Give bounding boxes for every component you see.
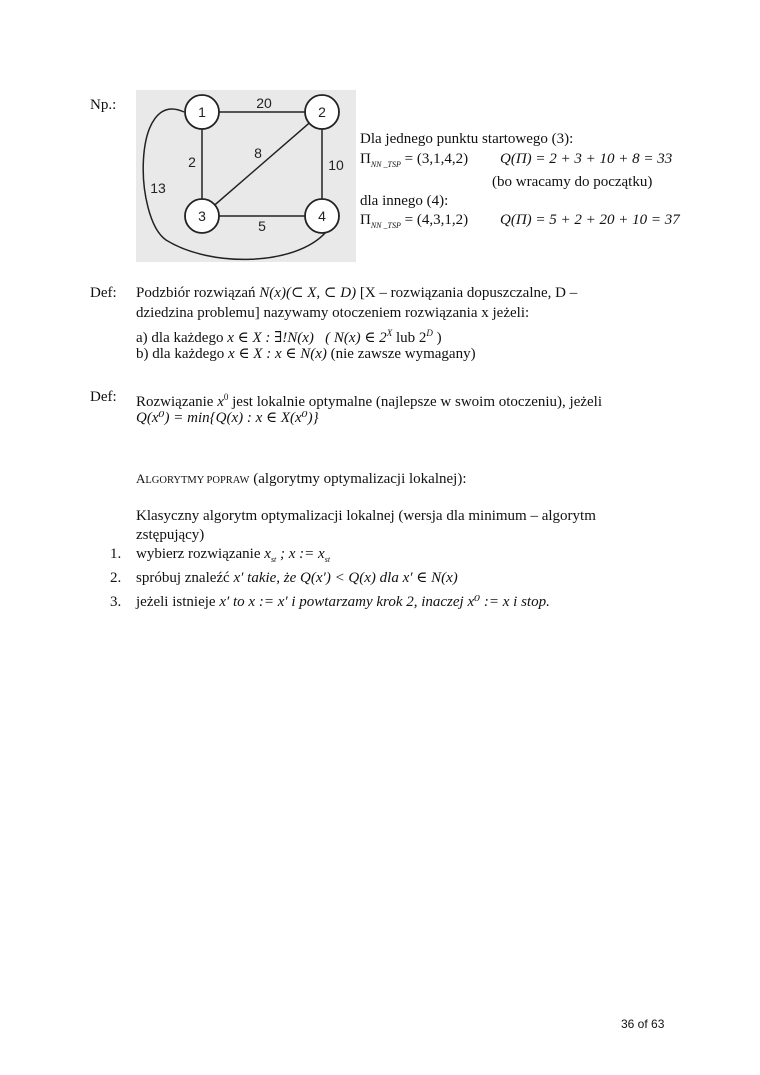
step-3 bbox=[136, 593, 550, 612]
graph-figure bbox=[136, 90, 356, 262]
start-other-title: dla innego (4): bbox=[360, 193, 449, 209]
node-1 bbox=[185, 95, 219, 129]
step-1-tail: ; x := x bbox=[280, 546, 325, 562]
start-one-title: Dla jednego punktu startowego (3): bbox=[360, 131, 574, 147]
weight-1-2: 20 bbox=[256, 95, 272, 111]
route-one-line bbox=[360, 150, 468, 174]
step-1 bbox=[136, 545, 330, 569]
pi-subscript-2: NN _TSP bbox=[370, 221, 401, 230]
intro-line2: zstępujący) bbox=[136, 527, 205, 543]
def2-line1-a: Rozwiązanie bbox=[136, 394, 214, 410]
section-title-sc-big: A bbox=[136, 471, 146, 486]
route-two-line bbox=[360, 211, 468, 235]
intro-line1: Klasyczny algorytm optymalizacji lokalnej (wersja dla minimum – algorytm bbox=[136, 508, 596, 524]
pi-subscript: NN _TSP bbox=[370, 160, 401, 169]
pi-symbol-2: Π bbox=[360, 212, 371, 228]
node-4 bbox=[305, 199, 339, 233]
step-1-num: 1. bbox=[110, 546, 122, 562]
def1-a-close: ) bbox=[436, 330, 442, 346]
step-3-stop: stop. bbox=[521, 594, 550, 610]
weight-1-3: 2 bbox=[188, 154, 196, 170]
node-4-label: 4 bbox=[318, 208, 326, 224]
step-3-text: jeżeli istnieje bbox=[136, 594, 216, 610]
def1-a-text: a) dla każdego bbox=[136, 330, 224, 346]
step-2-text: spróbuj znaleźć bbox=[136, 570, 230, 586]
def2-formula: Q(x⁰) = min{Q(x) : x ∈ X(x⁰)} bbox=[136, 410, 319, 426]
step-3-num: 3. bbox=[110, 594, 122, 610]
def1-a-sup1: X bbox=[386, 328, 393, 338]
def1-b bbox=[136, 345, 476, 364]
node-2 bbox=[305, 95, 339, 129]
def2-var: x bbox=[217, 394, 224, 410]
node-3-label: 3 bbox=[198, 208, 206, 224]
step-2 bbox=[136, 569, 458, 588]
def1-line1 bbox=[136, 284, 577, 303]
cost-one: Q(Π) = 2 + 3 + 10 + 8 = 33 bbox=[500, 151, 673, 167]
def1-line1-math: N(x)(⊂ X, ⊂ D) bbox=[259, 285, 357, 301]
def2-sup: 0 bbox=[223, 392, 229, 402]
def1-line1-text: Podzbiór rozwiązań bbox=[136, 285, 256, 301]
weight-3-4: 5 bbox=[258, 218, 266, 234]
def1-a-sup2: D bbox=[426, 328, 433, 338]
def1-b-math: x ∈ X : x ∈ N(x) bbox=[228, 346, 327, 362]
note-one: (bo wracamy do początku) bbox=[492, 174, 653, 190]
step-2-math: x′ takie, że Q(x′) < Q(x) dla x′ ∈ N(x) bbox=[233, 570, 458, 586]
def1-label: Def: bbox=[90, 285, 117, 301]
def1-a-lub: lub 2 bbox=[395, 330, 427, 346]
step-2-num: 2. bbox=[110, 570, 122, 586]
def1-line2: dziedzina problemu] nazywamy otoczeniem rozwiązania x jeżeli: bbox=[136, 305, 530, 321]
node-3 bbox=[185, 199, 219, 233]
step-1-text: wybierz rozwiązanie bbox=[136, 546, 261, 562]
def1-line1-rest: [X – rozwiązania dopuszczalne, D – bbox=[359, 285, 578, 301]
section-title-sc-small: LGORYTMY POPRAW bbox=[145, 475, 250, 486]
def2-label: Def: bbox=[90, 389, 117, 405]
step-1-math: x bbox=[264, 546, 271, 562]
def1-b-text: b) dla każdego bbox=[136, 346, 225, 362]
def1-a-math2: ( N(x) ∈ 2 bbox=[325, 330, 387, 346]
route-one: = (3,1,4,2) bbox=[404, 151, 469, 167]
weight-2-3: 8 bbox=[254, 145, 262, 161]
section-title bbox=[136, 469, 467, 490]
def2-line1-b: jest lokalnie optymalne (najlepsze w swoim otoczeniu), jeżeli bbox=[232, 394, 603, 410]
page-number: 36 of 63 bbox=[621, 1017, 665, 1031]
example-label: Np.: bbox=[90, 97, 117, 113]
step-1-tail-sub: st bbox=[324, 555, 331, 564]
step-1-sub: st bbox=[270, 555, 277, 564]
def1-b-note: (nie zawsze wymagany) bbox=[330, 346, 476, 362]
route-two: = (4,3,1,2) bbox=[404, 212, 469, 228]
step-3-math: x′ to x := x′ i powtarzamy krok 2, inaczej x⁰ := x i bbox=[219, 594, 518, 610]
pi-symbol: Π bbox=[360, 151, 371, 167]
section-title-rest: (algorytmy optymalizacji lokalnej): bbox=[253, 471, 467, 487]
cost-two: Q(Π) = 5 + 2 + 20 + 10 = 37 bbox=[500, 212, 680, 228]
weight-1-4: 13 bbox=[150, 180, 166, 196]
node-1-label: 1 bbox=[198, 104, 206, 120]
node-2-label: 2 bbox=[318, 104, 326, 120]
def1-a-math1: x ∈ X : ∃!N(x) bbox=[227, 330, 314, 346]
weight-2-4: 10 bbox=[328, 157, 344, 173]
